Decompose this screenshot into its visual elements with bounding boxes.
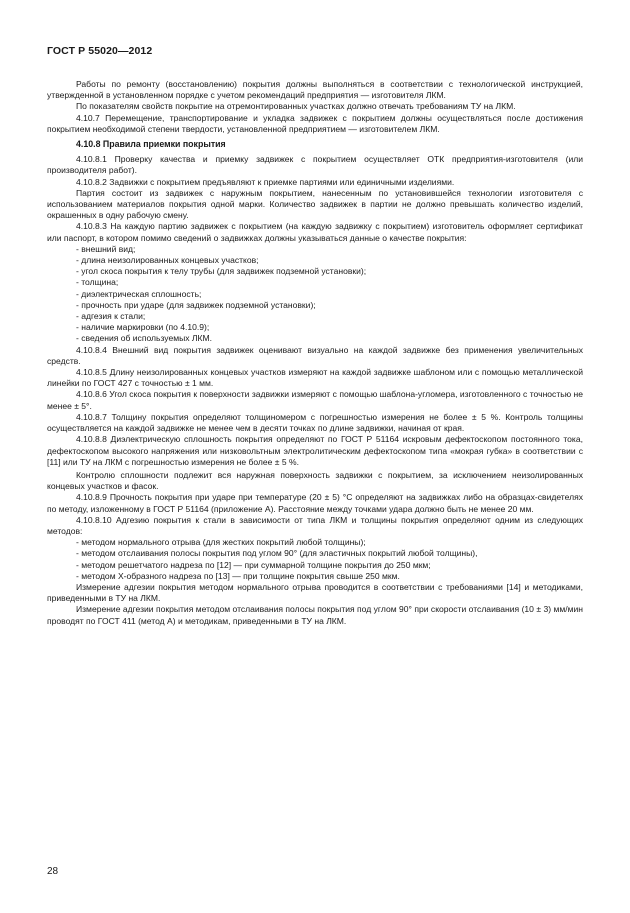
page-number: 28 — [47, 866, 59, 877]
paragraph: 4.10.8.9 Прочность покрытия при ударе при температуре (20 ± 5) °С определяют на задвижках либо на образцах-свидетелях по методу, изложенному в ГОСТ Р 51164 (приложение А). Расстояние между точками удара должно быть не менее 20 мм. — [47, 492, 583, 514]
paragraph: 4.10.8.4 Внешний вид покрытия задвижек оценивают визуально на каждой задвижке без применения увеличительных средств. — [47, 344, 583, 366]
paragraph: 4.10.8.7 Толщину покрытия определяют толщиномером с погрешностью измерения не более ± 5 %. Контроль толщины осуществляется на каждой задвижке не менее чем в десяти точках по длине задвижки, начиная от края. — [47, 411, 583, 434]
list-item: - методом нормального отрыва (для жестких покрытий любой толщины); — [76, 537, 366, 548]
paragraph: Контролю сплошности подлежит вся наружная поверхность задвижки с покрытием, за исключением неизолированных концевых участков и фасок. — [47, 469, 583, 492]
list-item: - методом отслаивания полосы покрытия под углом 90° (для эластичных покрытий любой толщины), — [76, 548, 478, 559]
list-item: - угол скоса покрытия к телу трубы (для задвижек подземной установки); — [76, 266, 367, 277]
document-body — [47, 79, 583, 627]
paragraph: 4.10.7 Перемещение, транспортирование и укладка задвижек с покрытием должны осуществляться после достижения покрытием необходимой степени твердости, установленной предприятием — изготовителем ЛКМ. — [47, 112, 583, 134]
list-item: - адгезия к стали; — [76, 311, 146, 322]
paragraph: 4.10.8.10 Адгезию покрытия к стали в зависимости от типа ЛКМ и толщины покрытия определяют одним из следующих методов: — [47, 514, 583, 536]
list-item: - наличие маркировки (по 4.10.9); — [76, 322, 210, 333]
list-item: - сведения об используемых ЛКМ. — [76, 333, 212, 344]
list-item: - методом решетчатого надреза по [12] — при суммарной толщине покрытия до 250 мкм; — [76, 559, 431, 570]
paragraph: 4.10.8.8 Диэлектрическую сплошность покрытия определяют по ГОСТ Р 51164 искровым дефектоскопом постоянного тока, дефектоскопом высокого напряжения или низковольтным электролитическим дефектоскопом типа «мокрая губка» в соответствии с [11] или ТУ на ЛКМ с погрешностью измерения не более ± 5 %. — [47, 434, 583, 467]
paragraph: 4.10.8.5 Длину неизолированных концевых участков измеряют на каждой задвижке шаблоном или с помощью металлической линейки по ГОСТ 427 с точностью ± 1 мм. — [47, 367, 583, 389]
paragraph: По показателям свойств покрытие на отремонтированных участках должно отвечать требованиям ТУ на ЛКМ. — [76, 101, 516, 112]
paragraph: Работы по ремонту (восстановлению) покрытия должны выполняться в соответствии с технологической инструкцией, утвержденной в установленном порядке с учетом рекомендаций предприятия — изготовителя ЛКМ. — [47, 79, 583, 101]
list-item: - диэлектрическая сплошность; — [76, 288, 202, 299]
standard-code-header: ГОСТ Р 55020—2012 — [47, 45, 153, 57]
list-item: - прочность при ударе (для задвижек подземной установки); — [76, 299, 316, 310]
paragraph: Партия состоит из задвижек с наружным покрытием, нанесенным по установившейся технологии изготовителя с использованием материалов покрытия одной марки. Количество задвижек в партии не должно превышать количество изделий, окрашенных в одну рабочую смену. — [47, 187, 583, 221]
list-item: - внешний вид; — [76, 243, 136, 254]
paragraph: Измерение адгезии покрытия методом отслаивания полосы покрытия под углом 90° при скорости отслаивания (10 ± 3) мм/мин проводят по ГОСТ 411 (метод А) и методикам, приведенными в ТУ на ЛКМ. — [47, 604, 583, 626]
paragraph: 4.10.8.6 Угол скоса покрытия к поверхности задвижки измеряют с помощью шаблона-угломера, изготовленного с точностью не менее ± 5°. — [47, 389, 583, 411]
list-item: - методом Х-образного надреза по [13] — при толщине покрытия свыше 250 мкм. — [76, 570, 400, 581]
paragraph: 4.10.8.3 На каждую партию задвижек с покрытием (на каждую задвижку с покрытием) изготовитель оформляет сертификат или паспорт, в котором помимо сведений о задвижках должны указываться данные о качестве покрытия: — [47, 221, 583, 243]
paragraph: 4.10.8.1 Проверку качества и приемку задвижек с покрытием осуществляет ОТК предприятия-изготовителя (или производителя работ). — [47, 154, 583, 176]
paragraph: Измерение адгезии покрытия методом нормального отрыва проводится в соответствии с требованиями [14] и методиками, приведенными в ТУ на ЛКМ. — [47, 581, 583, 604]
section-heading: 4.10.8 Правила приемки покрытия — [76, 139, 226, 150]
list-item: - толщина; — [76, 277, 119, 288]
list-item: - длина неизолированных концевых участков; — [76, 255, 259, 266]
paragraph: 4.10.8.2 Задвижки с покрытием предъявляют к приемке партиями или единичными изделиями. — [76, 176, 455, 187]
